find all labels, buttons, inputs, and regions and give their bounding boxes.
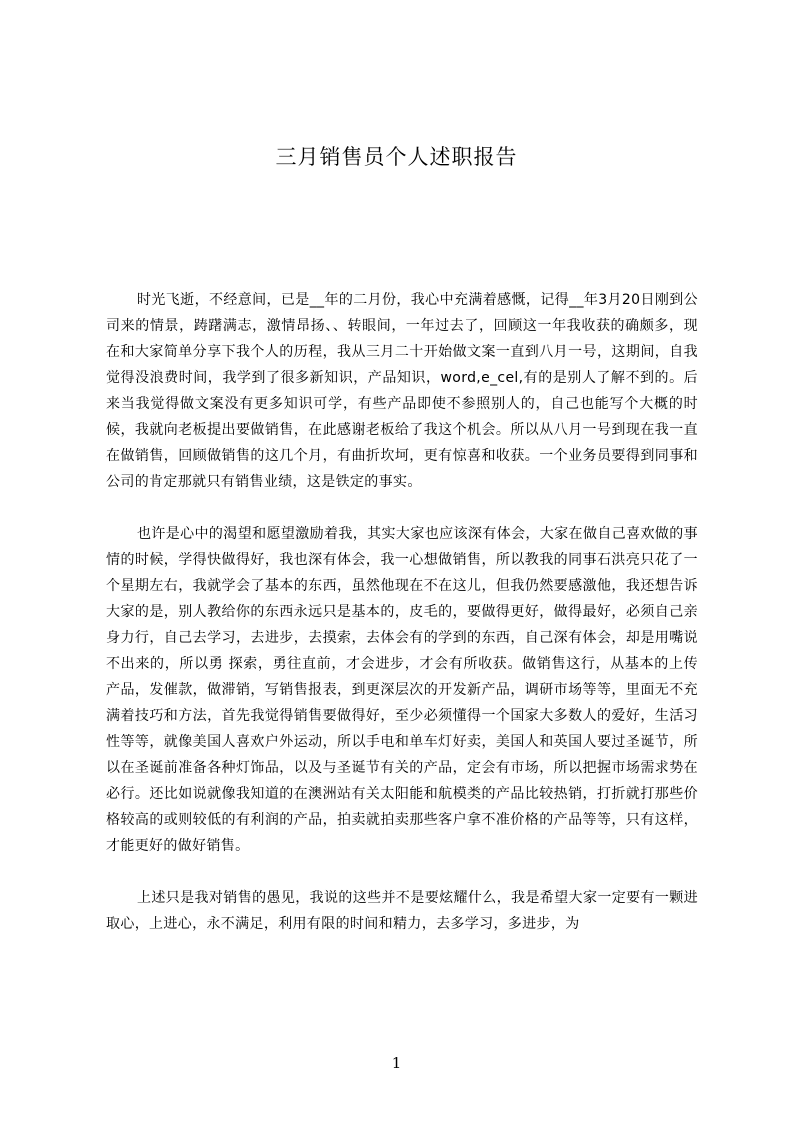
paragraph-3: 上述只是我对销售的愚见，我说的这些并不是要炫耀什么，我是希望大家一定要有一颗进取心，上进心，永不满足，利用有限的时间和精力，去多学习，多进步，为 [106,890,698,932]
paragraph-2: 也许是心中的渴望和愿望激励着我，其实大家也应该深有体会，大家在做自己喜欢做的事情的时候，学得快做得好，我也深有体会，我一心想做销售，所以教我的同事石洪亮只花了一个星期左右，我就学会了基本的东西，虽然他现在不在这儿，但我仍然要感激他，我还想告诉大家的是，别人教给你的东西永远只是基本的，皮毛的，要做得更好，做得最好，必须自己亲身力行，自己去学习，去进步，去摸索，去体会有的学到的东西，自己深有体会，却是用嘴说不出来的，所以勇 探索，勇往直前，才会进步，才会有所收获。做销售这行，从基本的上传产品，发催款，做滞销，写销售报表，到更深层次的开发新产品，调研市场等等，里面无不充满着技巧和方法，首先我觉得销售要做得好，至少必须懂得一个国家大多数人的爱好，生活习性等等，就像美国人喜欢户外运动，所以手电和单车灯好卖，美国人和英国人要过圣诞节，所以在圣诞前准备各种灯饰品，以及与圣诞节有关的产品，定会有市场，所以把握市场需求势在必行。还比如说就像我知道的在澳洲站有关太阳能和航模类的产品比较热销，打折就打那些价格较高的或则较低的有利润的产品，拍卖就拍卖那些客户拿不准价格的产品等等，只有这样，才能更好的做好销售。 [106,526,698,854]
document-body [106,287,698,963]
paragraph-1: 时光飞逝，不经意间，已是__年的二月份，我心中充满着感慨，记得__年3月20日刚到公司来的情景，踌躇满志，激情昂扬、、转眼间，一年过去了，回顾这一年我收获的确颇多，现在和大家简单分享下我个人的历程，我从三月二十开始做文案一直到八月一号，这期间，自我觉得没浪费时间，我学到了很多新知识，产品知识，word,e_cel,有的是别人了解不到的。后来当我觉得做文案没有更多知识可学，有些产品即使不参照别人的，自己也能写个大概的时候，我就向老板提出要做销售，在此感谢老板给了我这个机会。所以从八月一号到现在我一直在做销售，回顾做销售的这几个月，有曲折坎坷，更有惊喜和收获。一个业务员要得到同事和公司的肯定那就只有销售业绩，这是铁定的事实。 [106,292,698,490]
page-number: 1 [391,1054,402,1072]
document-title: 三月销售员个人述职报告 [275,145,518,169]
